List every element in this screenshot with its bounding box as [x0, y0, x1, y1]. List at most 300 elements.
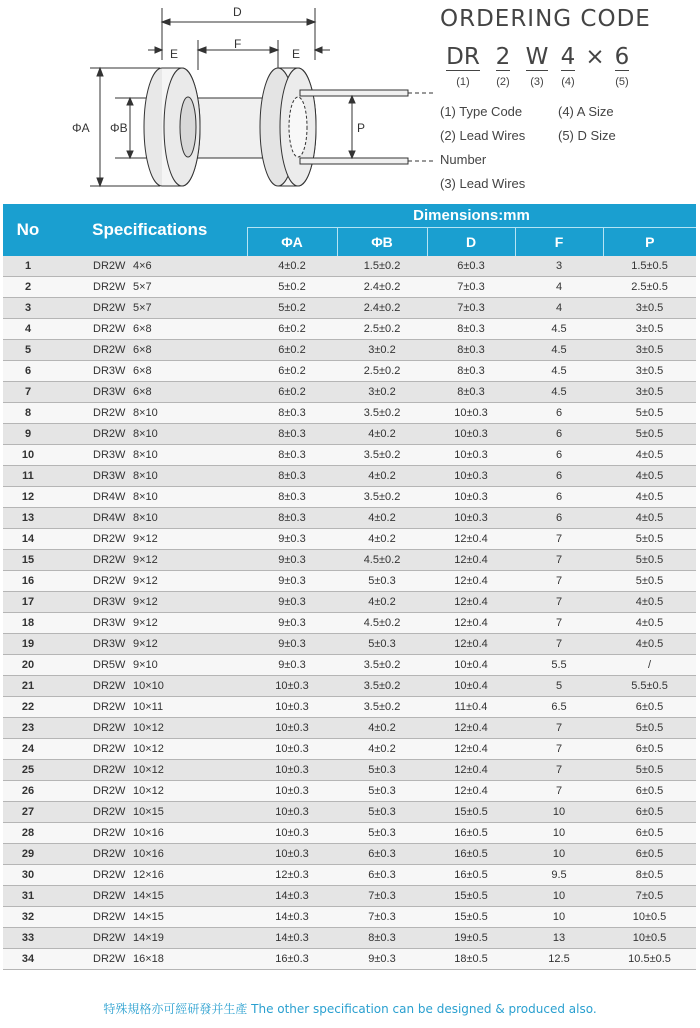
cell-no: 2 [3, 277, 53, 298]
cell-phi-a: 9±0.3 [247, 634, 337, 655]
cell-no: 16 [3, 571, 53, 592]
spec-model: DR5W [93, 659, 126, 671]
cell-phi-a: 9±0.3 [247, 571, 337, 592]
cell-d: 16±0.5 [427, 865, 515, 886]
cell-p: 3±0.5 [603, 340, 696, 361]
cell-no: 20 [3, 655, 53, 676]
cell-f: 7 [515, 550, 603, 571]
cell-f: 6 [515, 424, 603, 445]
cell-p: 2.5±0.5 [603, 277, 696, 298]
ordering-code-index: (4) [561, 76, 575, 88]
cell-no: 25 [3, 760, 53, 781]
ordering-code-index: (3) [530, 76, 544, 88]
table-row [3, 403, 696, 424]
cell-f: 6 [515, 466, 603, 487]
cell-phi-b: 8±0.3 [337, 928, 427, 949]
cell-no: 11 [3, 466, 53, 487]
cell-f: 4.5 [515, 340, 603, 361]
header-dimensions: Dimensions:mm [247, 204, 696, 228]
cell-d: 12±0.4 [427, 592, 515, 613]
spec-model: DR3W [93, 386, 126, 398]
spec-size: 9×12 [133, 617, 158, 629]
cell-d: 8±0.3 [427, 319, 515, 340]
cell-phi-a: 8±0.3 [247, 466, 337, 487]
cell-no: 8 [3, 403, 53, 424]
cell-phi-a: 10±0.3 [247, 697, 337, 718]
spec-size: 9×12 [133, 638, 158, 650]
spec-size: 9×10 [133, 659, 158, 671]
cell-phi-a: 8±0.3 [247, 508, 337, 529]
cell-d: 8±0.3 [427, 340, 515, 361]
cell-phi-b: 4.5±0.2 [337, 550, 427, 571]
cell-f: 4 [515, 277, 603, 298]
cell-f: 10 [515, 844, 603, 865]
cell-d: 19±0.5 [427, 928, 515, 949]
spec-model: DR2W [93, 953, 126, 965]
table-row [3, 424, 696, 445]
cell-p: 3±0.5 [603, 298, 696, 319]
spec-size: 8×10 [133, 428, 158, 440]
cell-specification [53, 403, 247, 424]
cell-p: 3±0.5 [603, 361, 696, 382]
cell-f: 9.5 [515, 865, 603, 886]
cell-phi-b: 4±0.2 [337, 424, 427, 445]
table-row [3, 319, 696, 340]
cell-d: 10±0.4 [427, 676, 515, 697]
cell-d: 7±0.3 [427, 298, 515, 319]
cell-d: 16±0.5 [427, 844, 515, 865]
cell-no: 34 [3, 949, 53, 970]
cell-phi-b: 3±0.2 [337, 340, 427, 361]
label-e-left: E [170, 47, 179, 61]
table-row [3, 718, 696, 739]
spec-size: 9×12 [133, 596, 158, 608]
ordering-code-part [486, 44, 520, 88]
cell-f: 7 [515, 781, 603, 802]
cell-d: 18±0.5 [427, 949, 515, 970]
cell-f: 6.5 [515, 697, 603, 718]
cell-phi-b: 3±0.2 [337, 382, 427, 403]
cell-d: 6±0.3 [427, 256, 515, 277]
spec-size: 12×16 [133, 869, 164, 881]
ordering-code-index: (1) [456, 76, 470, 88]
cell-specification [53, 886, 247, 907]
table-row [3, 550, 696, 571]
table-row [3, 613, 696, 634]
cell-specification [53, 718, 247, 739]
table-row [3, 823, 696, 844]
cell-specification [53, 466, 247, 487]
label-f: F [234, 37, 242, 51]
cell-p: 10±0.5 [603, 928, 696, 949]
cell-d: 12±0.4 [427, 760, 515, 781]
cell-phi-b: 2.4±0.2 [337, 277, 427, 298]
cell-phi-a: 10±0.3 [247, 760, 337, 781]
spec-size: 4×6 [133, 260, 152, 272]
spec-size: 8×10 [133, 512, 158, 524]
cell-specification [53, 802, 247, 823]
legend-item: (4) A Size [558, 104, 614, 119]
cell-phi-b: 6±0.3 [337, 865, 427, 886]
cell-phi-b: 3.5±0.2 [337, 676, 427, 697]
cell-d: 7±0.3 [427, 277, 515, 298]
spec-model: DR2W [93, 323, 126, 335]
cell-phi-b: 2.5±0.2 [337, 319, 427, 340]
cell-phi-a: 9±0.3 [247, 529, 337, 550]
cell-p: 4±0.5 [603, 592, 696, 613]
cell-no: 7 [3, 382, 53, 403]
spec-size: 8×10 [133, 470, 158, 482]
cell-phi-a: 10±0.3 [247, 676, 337, 697]
table-row [3, 571, 696, 592]
cell-specification [53, 676, 247, 697]
cell-phi-a: 10±0.3 [247, 844, 337, 865]
cell-d: 10±0.3 [427, 403, 515, 424]
cell-no: 4 [3, 319, 53, 340]
spec-model: DR2W [93, 680, 126, 692]
cell-no: 29 [3, 844, 53, 865]
cell-phi-b: 4±0.2 [337, 529, 427, 550]
cell-p: 3±0.5 [603, 319, 696, 340]
table-row [3, 508, 696, 529]
cell-d: 15±0.5 [427, 907, 515, 928]
cell-no: 23 [3, 718, 53, 739]
cell-specification [53, 487, 247, 508]
spec-model: DR2W [93, 806, 126, 818]
cell-no: 32 [3, 907, 53, 928]
ordering-code-index: (2) [496, 76, 510, 88]
cell-specification [53, 655, 247, 676]
ordering-code-part [440, 44, 486, 88]
cell-phi-a: 8±0.3 [247, 424, 337, 445]
cell-d: 12±0.4 [427, 718, 515, 739]
table-row [3, 340, 696, 361]
cell-phi-b: 5±0.3 [337, 823, 427, 844]
legend-row [440, 124, 695, 172]
cell-no: 17 [3, 592, 53, 613]
cell-no: 1 [3, 256, 53, 277]
cell-p: 7±0.5 [603, 886, 696, 907]
cell-phi-b: 4±0.2 [337, 739, 427, 760]
table-row [3, 760, 696, 781]
cell-f: 7 [515, 760, 603, 781]
cell-no: 6 [3, 361, 53, 382]
cell-d: 12±0.4 [427, 571, 515, 592]
label-phi-a: ΦA [72, 121, 90, 135]
cell-f: 7 [515, 634, 603, 655]
cell-no: 3 [3, 298, 53, 319]
cell-d: 12±0.4 [427, 634, 515, 655]
column-header: F [515, 228, 603, 256]
legend-item: (2) Lead Wires Number [440, 128, 526, 167]
cell-phi-a: 5±0.2 [247, 298, 337, 319]
spec-size: 8×10 [133, 491, 158, 503]
cell-phi-b: 2.5±0.2 [337, 361, 427, 382]
cell-specification [53, 634, 247, 655]
cell-specification [53, 256, 247, 277]
column-header: P [603, 228, 696, 256]
ordering-code-segment: 2 [495, 44, 511, 70]
table-row [3, 907, 696, 928]
cell-specification [53, 571, 247, 592]
cell-specification [53, 277, 247, 298]
cell-p: 5±0.5 [603, 424, 696, 445]
table-row [3, 361, 696, 382]
cell-p: / [603, 655, 696, 676]
ordering-code-part [520, 44, 554, 88]
legend-row [440, 172, 695, 196]
cell-no: 28 [3, 823, 53, 844]
cell-d: 11±0.4 [427, 697, 515, 718]
cell-specification [53, 319, 247, 340]
ordering-code-example [440, 44, 695, 88]
cell-phi-b: 3.5±0.2 [337, 697, 427, 718]
cell-d: 12±0.4 [427, 613, 515, 634]
spec-model: DR3W [93, 470, 126, 482]
cell-p: 6±0.5 [603, 802, 696, 823]
cell-phi-a: 6±0.2 [247, 340, 337, 361]
spec-size: 6×8 [133, 323, 152, 335]
label-d: D [233, 5, 242, 19]
table-row [3, 886, 696, 907]
cell-phi-b: 4±0.2 [337, 508, 427, 529]
legend-row [440, 100, 695, 124]
cell-f: 10 [515, 823, 603, 844]
table-row [3, 592, 696, 613]
ordering-code-segment: W [525, 44, 549, 70]
ordering-code-panel [440, 6, 695, 196]
table-row [3, 844, 696, 865]
spec-size: 10×12 [133, 785, 164, 797]
cell-p: 6±0.5 [603, 697, 696, 718]
cell-no: 14 [3, 529, 53, 550]
cell-p: 4±0.5 [603, 634, 696, 655]
cell-phi-b: 3.5±0.2 [337, 403, 427, 424]
spec-size: 10×16 [133, 848, 164, 860]
cell-f: 7 [515, 529, 603, 550]
cell-p: 10±0.5 [603, 907, 696, 928]
spec-size: 10×12 [133, 764, 164, 776]
cell-p: 6±0.5 [603, 739, 696, 760]
spec-model: DR2W [93, 554, 126, 566]
cell-phi-a: 6±0.2 [247, 361, 337, 382]
cell-phi-b: 5±0.3 [337, 571, 427, 592]
spec-model: DR2W [93, 932, 126, 944]
cell-phi-b: 3.5±0.2 [337, 487, 427, 508]
spec-size: 6×8 [133, 386, 152, 398]
cell-p: 5±0.5 [603, 403, 696, 424]
table-row [3, 466, 696, 487]
cell-phi-b: 6±0.3 [337, 844, 427, 865]
cell-d: 12±0.4 [427, 781, 515, 802]
table-row [3, 802, 696, 823]
spec-size: 5×7 [133, 281, 152, 293]
cell-no: 12 [3, 487, 53, 508]
cell-p: 5±0.5 [603, 571, 696, 592]
column-header: ΦB [337, 228, 427, 256]
cell-f: 10 [515, 886, 603, 907]
spec-size: 9×12 [133, 533, 158, 545]
spec-size: 9×12 [133, 554, 158, 566]
cell-phi-b: 4±0.2 [337, 718, 427, 739]
cell-d: 8±0.3 [427, 382, 515, 403]
cell-phi-a: 8±0.3 [247, 487, 337, 508]
cell-specification [53, 865, 247, 886]
spec-size: 10×16 [133, 827, 164, 839]
cell-specification [53, 907, 247, 928]
spec-size: 10×11 [133, 701, 164, 713]
cell-f: 12.5 [515, 949, 603, 970]
cell-phi-b: 7±0.3 [337, 886, 427, 907]
cell-f: 4.5 [515, 319, 603, 340]
cell-phi-b: 3.5±0.2 [337, 655, 427, 676]
cell-f: 10 [515, 802, 603, 823]
cell-p: 5±0.5 [603, 760, 696, 781]
cell-no: 22 [3, 697, 53, 718]
cell-no: 30 [3, 865, 53, 886]
spec-model: DR2W [93, 533, 126, 545]
spec-model: DR2W [93, 785, 126, 797]
spec-size: 14×15 [133, 911, 164, 923]
cell-d: 10±0.3 [427, 424, 515, 445]
ordering-code-segment: 4 [560, 44, 576, 70]
cell-phi-a: 8±0.3 [247, 403, 337, 424]
cell-phi-a: 9±0.3 [247, 550, 337, 571]
cell-phi-a: 10±0.3 [247, 823, 337, 844]
spec-size: 16×18 [133, 953, 164, 965]
cell-phi-a: 10±0.3 [247, 781, 337, 802]
cell-phi-b: 5±0.3 [337, 802, 427, 823]
table-row [3, 487, 696, 508]
cell-phi-a: 8±0.3 [247, 445, 337, 466]
cell-d: 10±0.3 [427, 487, 515, 508]
spec-model: DR2W [93, 260, 126, 272]
cell-specification [53, 697, 247, 718]
cell-p: 3±0.5 [603, 382, 696, 403]
cell-p: 4±0.5 [603, 445, 696, 466]
spec-model: DR4W [93, 491, 126, 503]
cell-phi-a: 4±0.2 [247, 256, 337, 277]
cell-phi-a: 10±0.3 [247, 718, 337, 739]
ordering-code-part [582, 44, 608, 88]
cell-f: 7 [515, 571, 603, 592]
cell-f: 4.5 [515, 382, 603, 403]
cell-p: 6±0.5 [603, 823, 696, 844]
cell-no: 21 [3, 676, 53, 697]
ordering-code-segment: × [585, 44, 605, 70]
ordering-code-title: ORDERING CODE [440, 6, 651, 32]
cell-specification [53, 508, 247, 529]
specifications-body [3, 256, 696, 970]
table-row [3, 529, 696, 550]
cell-specification [53, 592, 247, 613]
cell-phi-a: 12±0.3 [247, 865, 337, 886]
cell-f: 5 [515, 676, 603, 697]
cell-phi-b: 4±0.2 [337, 466, 427, 487]
cell-no: 26 [3, 781, 53, 802]
spec-model: DR2W [93, 428, 126, 440]
specifications-table [3, 204, 696, 970]
cell-f: 7 [515, 739, 603, 760]
spec-model: DR2W [93, 890, 126, 902]
cell-no: 27 [3, 802, 53, 823]
cell-phi-a: 16±0.3 [247, 949, 337, 970]
spec-size: 14×19 [133, 932, 164, 944]
spec-size: 5×7 [133, 302, 152, 314]
cell-no: 5 [3, 340, 53, 361]
spec-size: 10×10 [133, 680, 164, 692]
cell-specification [53, 760, 247, 781]
cell-specification [53, 298, 247, 319]
cell-d: 10±0.3 [427, 445, 515, 466]
cell-specification [53, 550, 247, 571]
cell-phi-a: 14±0.3 [247, 928, 337, 949]
spec-size: 9×12 [133, 575, 158, 587]
cell-f: 6 [515, 445, 603, 466]
spec-model: DR2W [93, 743, 126, 755]
cell-d: 16±0.5 [427, 823, 515, 844]
cell-f: 10 [515, 907, 603, 928]
cell-no: 33 [3, 928, 53, 949]
cell-f: 7 [515, 592, 603, 613]
cell-phi-b: 4±0.2 [337, 592, 427, 613]
spec-model: DR2W [93, 827, 126, 839]
ordering-code-part [608, 44, 636, 88]
ordering-code-legend [440, 100, 695, 196]
cell-specification [53, 361, 247, 382]
cell-no: 18 [3, 613, 53, 634]
cell-p: 4±0.5 [603, 508, 696, 529]
cell-phi-a: 14±0.3 [247, 907, 337, 928]
spec-model: DR2W [93, 302, 126, 314]
cell-specification [53, 424, 247, 445]
cell-d: 10±0.4 [427, 655, 515, 676]
table-row [3, 781, 696, 802]
cell-phi-b: 5±0.3 [337, 781, 427, 802]
cell-phi-a: 6±0.2 [247, 319, 337, 340]
cell-specification [53, 739, 247, 760]
cell-p: 4±0.5 [603, 613, 696, 634]
spec-model: DR2W [93, 848, 126, 860]
table-row [3, 445, 696, 466]
cell-f: 6 [515, 487, 603, 508]
legend-item: (1) Type Code [440, 104, 523, 119]
cell-no: 10 [3, 445, 53, 466]
ordering-code-index: (5) [615, 76, 629, 88]
table-row [3, 697, 696, 718]
cell-p: 10.5±0.5 [603, 949, 696, 970]
table-row [3, 928, 696, 949]
cell-phi-a: 9±0.3 [247, 613, 337, 634]
legend-item: (5) D Size [558, 128, 616, 143]
spec-model: DR3W [93, 638, 126, 650]
footer-note: 特殊規格亦可經研發并生產 The other specification can be designed & produced also. [103, 1002, 597, 1016]
cell-f: 7 [515, 718, 603, 739]
table-row [3, 382, 696, 403]
cell-specification [53, 340, 247, 361]
cell-phi-a: 14±0.3 [247, 886, 337, 907]
cell-phi-b: 7±0.3 [337, 907, 427, 928]
spec-model: DR3W [93, 449, 126, 461]
spec-size: 6×8 [133, 344, 152, 356]
cell-f: 13 [515, 928, 603, 949]
header-specifications: Specifications [53, 204, 247, 256]
cell-f: 4 [515, 298, 603, 319]
spec-model: DR2W [93, 701, 126, 713]
cell-phi-a: 10±0.3 [247, 739, 337, 760]
table-row [3, 655, 696, 676]
legend-item: (3) Lead Wires [440, 176, 526, 191]
